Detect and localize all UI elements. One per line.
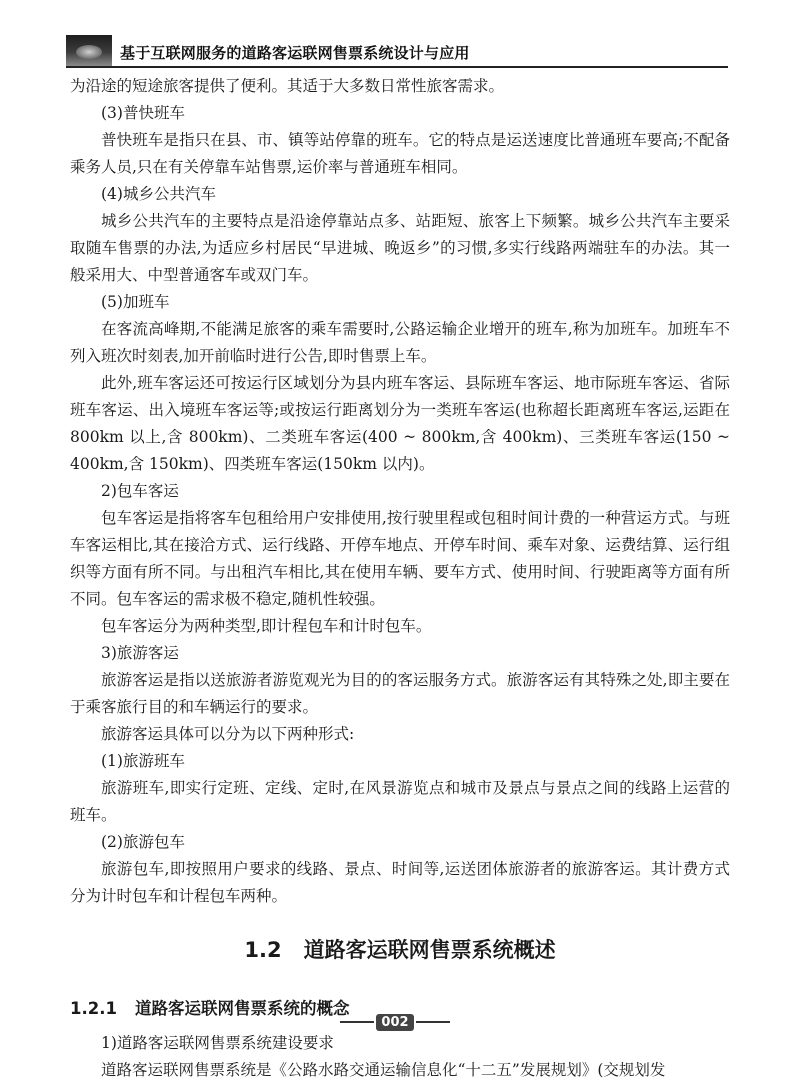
body-paragraph: 为沿途的短途旅客提供了便利。其适于大多数日常性旅客需求。 — [70, 77, 505, 95]
list-heading: (5)加班车 — [101, 293, 170, 311]
body-paragraph: 包车客运分为两种类型,即计程包车和计时包车。 — [101, 617, 432, 635]
body-paragraph: 普快班车是指只在县、市、镇等站停靠的班车。它的特点是运送速度比普通班车要高;不配备乘务人员,只在有关停靠车站售票,运价率与普通班车相同。 — [70, 131, 730, 176]
body-paragraph: 旅游客运是指以送旅游者游览观光为目的的客运服务方式。旅游客运有其特殊之处,即主要在于乘客旅行目的和车辆运行的要求。 — [70, 671, 730, 716]
body-paragraph: 旅游包车,即按照用户要求的线路、景点、时间等,运送团体旅游者的旅游客运。其计费方式分为计时包车和计程包车两种。 — [70, 860, 730, 905]
list-heading: (2)旅游包车 — [101, 833, 185, 851]
page-footer — [0, 1012, 790, 1032]
footer-rule-right — [416, 1021, 450, 1023]
body-paragraph: 道路客运联网售票系统是《公路水路交通运输信息化“十二五”发展规划》(交规划发 — [101, 1061, 666, 1079]
footer-rule-left — [340, 1021, 374, 1023]
body-paragraph: 旅游班车,即实行定班、定线、定时,在风景游览点和城市及景点与景点之间的线路上运营的班车。 — [70, 779, 730, 824]
body-paragraph: 旅游客运具体可以分为以下两种形式: — [101, 725, 355, 743]
body-paragraph: 城乡公共汽车的主要特点是沿途停靠站点多、站距短、旅客上下频繁。城乡公共汽车主要采取随车售票的办法,为适应乡村居民“早进城、晚返乡”的习惯,多实行线路两端驻车的办法。其一般采用大、中型普通客车或双门车。 — [70, 212, 730, 284]
page-number: 002 — [376, 1014, 413, 1031]
section-heading — [70, 930, 730, 970]
page-body — [70, 73, 730, 1084]
subsection-title: 道路客运联网售票系统的概念 — [134, 999, 350, 1018]
list-heading: (4)城乡公共汽车 — [101, 185, 216, 203]
subsection-number: 1.2.1 — [70, 999, 117, 1018]
section-number: 1.2 — [244, 938, 282, 962]
header-thumbnail-image — [66, 35, 112, 66]
running-header — [66, 33, 728, 68]
list-heading: 3)旅游客运 — [101, 644, 179, 662]
body-paragraph: 包车客运是指将客车包租给用户安排使用,按行驶里程或包租时间计费的一种营运方式。与班车客运相比,其在接洽方式、运行线路、开停车地点、开停车时间、乘车对象、运费结算、运行组织等方面有所不同。与出租汽车相比,其在使用车辆、要车方式、使用时间、行驶距离等方面有所不同。包车客运的需求极不稳定,随机性较强。 — [70, 509, 730, 608]
header-book-title: 基于互联网服务的道路客运联网售票系统设计与应用 — [120, 44, 470, 62]
list-heading: (3)普快班车 — [101, 104, 185, 122]
list-heading: (1)旅游班车 — [101, 752, 185, 770]
list-heading: 1)道路客运联网售票系统建设要求 — [101, 1034, 334, 1052]
list-heading: 2)包车客运 — [101, 482, 179, 500]
section-title: 道路客运联网售票系统概述 — [303, 938, 556, 962]
body-paragraph: 在客流高峰期,不能满足旅客的乘车需要时,公路运输企业增开的班车,称为加班车。加班车不列入班次时刻表,加开前临时进行公告,即时售票上车。 — [70, 320, 730, 365]
body-paragraph: 此外,班车客运还可按运行区域划分为县内班车客运、县际班车客运、地市际班车客运、省际班车客运、出入境班车客运等;或按运行距离划分为一类班车客运(也称超长距离班车客运,运距在 800km 以上,含 800km)、二类班车客运(400 ~ 800km,含 400km)、三类班车客运(150 ~ 400km,含 150km)、四类班车客运(150km 以内)。 — [70, 374, 730, 473]
